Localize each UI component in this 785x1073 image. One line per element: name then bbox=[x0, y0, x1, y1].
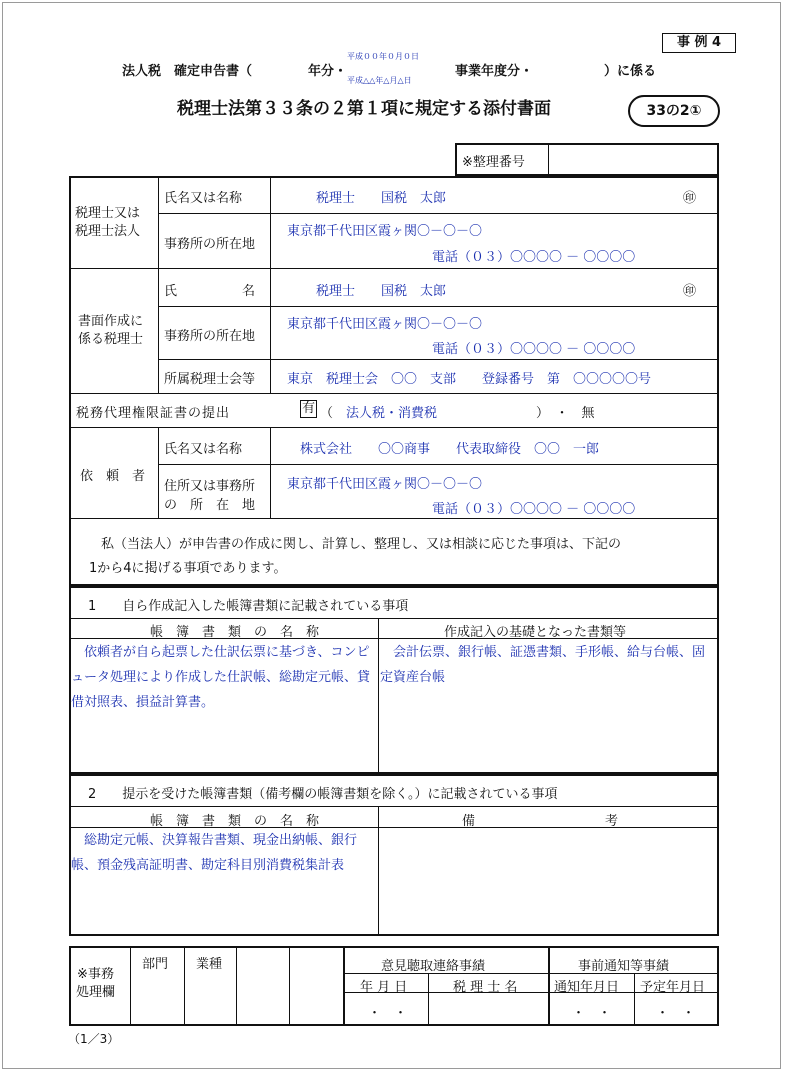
section2-books-text[interactable]: 総勘定元帳、決算報告書類、現金出納帳、銀行帳、預金残高証明書、勘定科目別消費税集計表 bbox=[71, 833, 358, 873]
preparer-name-label: 氏 名 bbox=[164, 284, 256, 299]
opinion-date-value[interactable]: ・ ・ bbox=[368, 1006, 408, 1021]
preparer-association-value[interactable]: 東京 税理士会 〇〇 支部 登録番号 第 〇〇〇〇〇号 bbox=[287, 372, 652, 387]
client-address-label-2: の 所 在 地 bbox=[164, 498, 256, 513]
tax-accountant-office-phone[interactable]: 電話（０３）〇〇〇〇 － 〇〇〇〇 bbox=[432, 250, 636, 265]
client-phone[interactable]: 電話（０３）〇〇〇〇 － 〇〇〇〇 bbox=[432, 502, 636, 517]
proxy-certificate-label: 税務代理権限証書の提出 bbox=[76, 406, 231, 421]
return-line-suffix: ）に係る bbox=[604, 64, 657, 79]
notice-date-label: 通知年月日 bbox=[554, 980, 620, 995]
business-year-label: 事業年度分・ bbox=[455, 64, 534, 79]
preparer-seal-mark: ㊞ bbox=[683, 284, 697, 299]
section1-col-basis: 作成記入の基礎となった書類等 bbox=[444, 625, 627, 640]
section2-col-remarks: 備 考 bbox=[462, 814, 619, 829]
reference-number-field[interactable] bbox=[550, 145, 717, 174]
proxy-open-paren: （ bbox=[320, 406, 334, 421]
seal-mark: ㊞ bbox=[683, 191, 697, 206]
client-name-label: 氏名又は名称 bbox=[164, 442, 243, 457]
client-address-label-1: 住所又は事務所 bbox=[164, 479, 256, 494]
proxy-detail[interactable]: 法人税・消費税 bbox=[346, 406, 438, 421]
opinion-name-label: 税 理 士 名 bbox=[453, 980, 518, 995]
date-stamp-bottom: 平成△△年△月△日 bbox=[347, 76, 412, 85]
section1-col-books: 帳 簿 書 類 の 名 称 bbox=[150, 625, 320, 640]
section2-col-books: 帳 簿 書 類 の 名 称 bbox=[150, 814, 320, 829]
statement-line-2: 1から4に掲げる事項であります。 bbox=[89, 561, 287, 576]
opinion-record-title: 意見聴取連絡事績 bbox=[381, 959, 486, 974]
tax-accountant-section-label: 税理士又は 税理士法人 bbox=[75, 206, 141, 239]
preparer-office-label: 事務所の所在地 bbox=[164, 329, 256, 344]
dept-label: 部門 bbox=[142, 957, 169, 972]
preparer-office-phone[interactable]: 電話（０３）〇〇〇〇 － 〇〇〇〇 bbox=[432, 342, 636, 357]
tax-accountant-name[interactable]: 税理士 国税 太郎 bbox=[316, 191, 447, 206]
section1-books-text[interactable]: 依頼者が自ら起票した仕訳伝票に基づき、コンピュータ処理により作成した仕訳帳、総勘定元帳、貸借対照表、損益計算書。 bbox=[71, 645, 371, 710]
preparer-office-address[interactable]: 東京都千代田区霞ヶ関〇－〇－〇 bbox=[287, 317, 483, 332]
date-stamp-top: 平成００年０月０日 bbox=[347, 52, 419, 61]
notice-date-value[interactable]: ・ ・ bbox=[572, 1006, 612, 1021]
preparer-section-label: 書面作成に 係る税理士 bbox=[78, 314, 144, 347]
form-title: 税理士法第３３条の２第１項に規定する添付書面 bbox=[177, 99, 551, 119]
proxy-yes-checkbox[interactable]: 有 bbox=[302, 401, 316, 416]
section1-heading: 1 自ら作成記入した帳簿書類に記載されている事項 bbox=[88, 599, 409, 614]
preparer-association-label: 所属税理士会等 bbox=[164, 372, 256, 387]
client-section-label: 依 頼 者 bbox=[80, 469, 146, 484]
form-number-badge: 33の2① bbox=[628, 95, 720, 127]
return-line-prefix: 法人税 確定申告書（ bbox=[122, 64, 253, 79]
section2-heading: 2 提示を受けた帳簿書類（備考欄の帳簿書類を除く。）に記載されている事項 bbox=[88, 787, 558, 802]
tax-accountant-name-label: 氏名又は名称 bbox=[164, 191, 243, 206]
example-label: 事 例 4 bbox=[662, 33, 736, 53]
industry-label: 業種 bbox=[196, 957, 223, 972]
return-line-year: 年分・ bbox=[308, 64, 348, 79]
proxy-close-no: ） ・ 無 bbox=[536, 406, 595, 421]
tax-accountant-office-address[interactable]: 東京都千代田区霞ヶ関〇－〇－〇 bbox=[287, 224, 483, 239]
statement-line-1: 私（当法人）が申告書の作成に関し、計算し、整理し、又は相談に応じた事項は、下記の bbox=[101, 537, 622, 552]
notice-planned-value[interactable]: ・ ・ bbox=[656, 1006, 696, 1021]
preparer-name[interactable]: 税理士 国税 太郎 bbox=[316, 284, 447, 299]
section1-basis-text[interactable]: 会計伝票、銀行帳、証憑書類、手形帳、給与台帳、固定資産台帳 bbox=[380, 645, 706, 685]
client-address[interactable]: 東京都千代田区霞ヶ関〇－〇－〇 bbox=[287, 477, 483, 492]
notice-planned-label: 予定年月日 bbox=[640, 980, 706, 995]
reference-number-label: ※整理番号 bbox=[462, 155, 525, 170]
office-use-label: ※事務 処理欄 bbox=[76, 967, 116, 1000]
page-number: （1／3） bbox=[68, 1032, 120, 1046]
opinion-date-label: 年 月 日 bbox=[360, 980, 408, 995]
tax-accountant-office-label: 事務所の所在地 bbox=[164, 237, 256, 252]
notice-record-title: 事前通知等事績 bbox=[578, 959, 670, 974]
client-name[interactable]: 株式会社 〇〇商事 代表取締役 〇〇 一郎 bbox=[300, 442, 600, 457]
